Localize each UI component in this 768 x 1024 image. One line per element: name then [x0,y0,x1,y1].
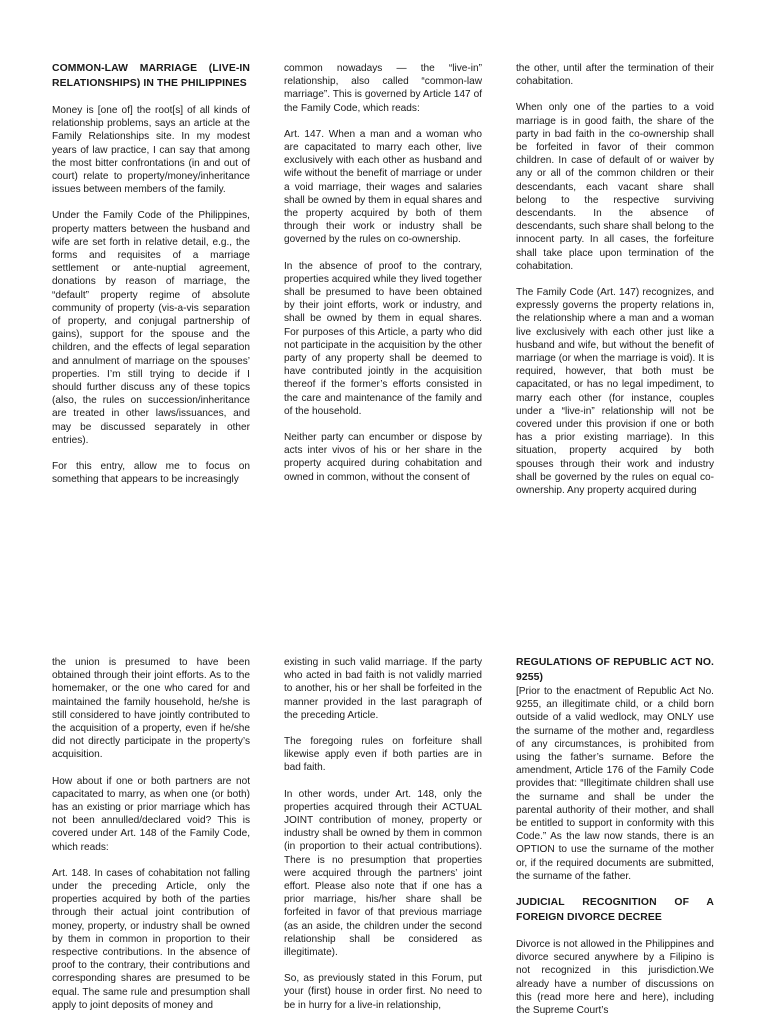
page-bottom-half [0,656,768,1024]
bottom-column-1 [52,656,250,1024]
section-heading: REGULATIONS OF REPUBLIC ACT NO. 9255) [516,657,714,683]
bottom-column-3 [516,656,714,1024]
page-top-half [0,62,768,622]
paragraph: Divorce is not allowed in the Philippines and divorce secured anywhere by a Filipino is not recognized in this jurisdiction.We already have a number of discussions on this (read more here and here), including the Supreme Court’s [516,939,714,1017]
top-column-2 [284,62,482,484]
top-column-1 [52,62,250,486]
paragraph: existing in such valid marriage. If the party who acted in bad faith is not validly married to another, his or her shall be forfeited in the manner provided in the last paragraph of the preceding Article. [284,657,482,721]
paragraph: Art. 147. When a man and a woman who are capacitated to marry each other, live exclusively with each other as husband and wife without the benefit of marriage or under a void marriage, their wages and salaries shall be owned by them in equal shares and the property acquired by both of them through their work or industry shall be governed by the rules on co-ownership. [284,128,482,246]
paragraph: When only one of the parties to a void marriage is in good faith, the share of the party in bad faith in the co-ownership shall be forfeited in favor of their common children. In case of default of or waiver by any or all of the common children or their descendants, each vacant share shall belong to the respective surviving descendants. In the absence of descendants, such share shall belong to the innocent party. In all cases, the forfeiture shall take place upon termination of the cohabitation. [516,102,714,272]
paragraph: For this entry, allow me to focus on something that appears to be increasingly [52,461,250,486]
paragraph: The foregoing rules on forfeiture shall likewise apply even if both parties are in bad faith. [284,736,482,774]
article-heading: COMMON-LAW MARRIAGE (LIVE-IN RELATIONSHIPS) IN THE PHILIPPINES [52,63,250,89]
bottom-column-2 [284,656,482,1024]
section-heading: JUDICIAL RECOGNITION OF A FOREIGN DIVORCE DECREE [516,897,714,923]
paragraph: Under the Family Code of the Philippines, property matters between the husband and wife are set forth in relative detail, e.g., the forms and requisites of a marriage settlement or ante-nuptial agreement, donations by reason of marriage, the “default” property regime of absolute community of property (vis-a-vis separation of property, and conjugal partnership of gains), support for the spouse and the children, and the effects of legal separation and annulment of marriage on the spouses’ properties. I’m still trying to decide if I should further discuss any of these topics (also, the rules on succession/inheritance are treated in other laws/issuances, and may be discussed separately in other entries). [52,210,250,446]
paragraph: common nowadays — the “live-in” relationship, also called “common-law marriage”. This is governed by Article 147 of the Family Code, which reads: [284,63,482,114]
paragraph: In the absence of proof to the contrary, properties acquired while they lived together shall be presumed to have been obtained by their joint efforts, work or industry, and shall be owned by them in equal shares. For purposes of this Article, a party who did not participate in the acquisition by the other party of any property shall be deemed to have contributed jointly in the acquisition thereof if the former’s efforts consisted in the care and maintenance of the family and of the household. [284,260,482,417]
paragraph: In other words, under Art. 148, only the properties acquired through their ACTUAL JOINT contribution of money, property or industry shall be owned by them in common (in proportion to their actual contributions). There is no presumption that properties were acquired through the partners’ joint effort. Please also note that if one has a prior marriage, his/her share shall be forfeited in favor of that previous marriage (as an aside, the children under the second relationship shall be considered as illegitimate). [284,788,482,959]
top-column-3 [516,62,714,497]
paragraph: [Prior to the enactment of Republic Act No. 9255, an illegitimate child, or a child born outside of a valid wedlock, may ONLY use the surname of the mother and, regardless of any circumstances, is prohibited from using the father’s surname. Before the amendment, Article 176 of the Family Code provides that: “Illegitimate children shall use the surname and shall be under the parental authority of their mother, and shall be entitled to support in conformity with this Code.” As the law now stands, there is an OPTION to use the surname of the mother or, if the required documents are submitted, the surname of the father. [516,686,714,882]
paragraph: The Family Code (Art. 147) recognizes, and expressly governs the property relations in, the relationship where a man and a woman live exclusively with each other just like a husband and wife, but without the benefit of marriage (or when the marriage is void). It is required, however, that both must be capacitated, or has no legal impediment, to marry each other (for instance, couples under a “live-in” relationship will not be covered under this provision if one or both has a prior existing marriage). In this situation, property acquired by both spouses through their work and industry shall be governed by the rules on equal co-ownership. Any property acquired during [516,287,714,497]
paragraph: Neither party can encumber or dispose by acts inter vivos of his or her share in the property acquired during cohabitation and owned in common, without the consent of [284,432,482,483]
paragraph: How about if one or both partners are not capacitated to marry, as when one (or both) has an existing or prior marriage which has not been annulled/declared void? This is covered under Art. 148 of the Family Code, which reads: [52,775,250,853]
paragraph: the union is presumed to have been obtained through their joint efforts. As to the homemaker, or the one who cared for and maintained the family household, he/she is still considered to have jointly contributed to the acquisition of a property, even if he/she did not directly participate in the property’s acquisition. [52,657,250,761]
paragraph: Money is [one of] the root[s] of all kinds of relationship problems, says an article at the Family Relationships site. In my modest years of law practice, I can say that among the most bitter confrontations (in and out of court) relate to property/money/inheritance issues between members of the family. [52,105,250,196]
paragraph: So, as previously stated in this Forum, put your (first) house in order first. No need to be in hurry for a live-in relationship, [284,973,482,1011]
paragraph: Art. 148. In cases of cohabitation not falling under the preceding Article, only the properties acquired by both of the parties through their actual joint contribution of money, property, or industry shall be owned by them in common in proportion to their respective contributions. In the absence of proof to the contrary, their contributions and corresponding shares are presumed to be equal. The same rule and presumption shall apply to joint deposits of money and [52,867,250,1011]
paragraph: the other, until after the termination of their cohabitation. [516,63,714,88]
